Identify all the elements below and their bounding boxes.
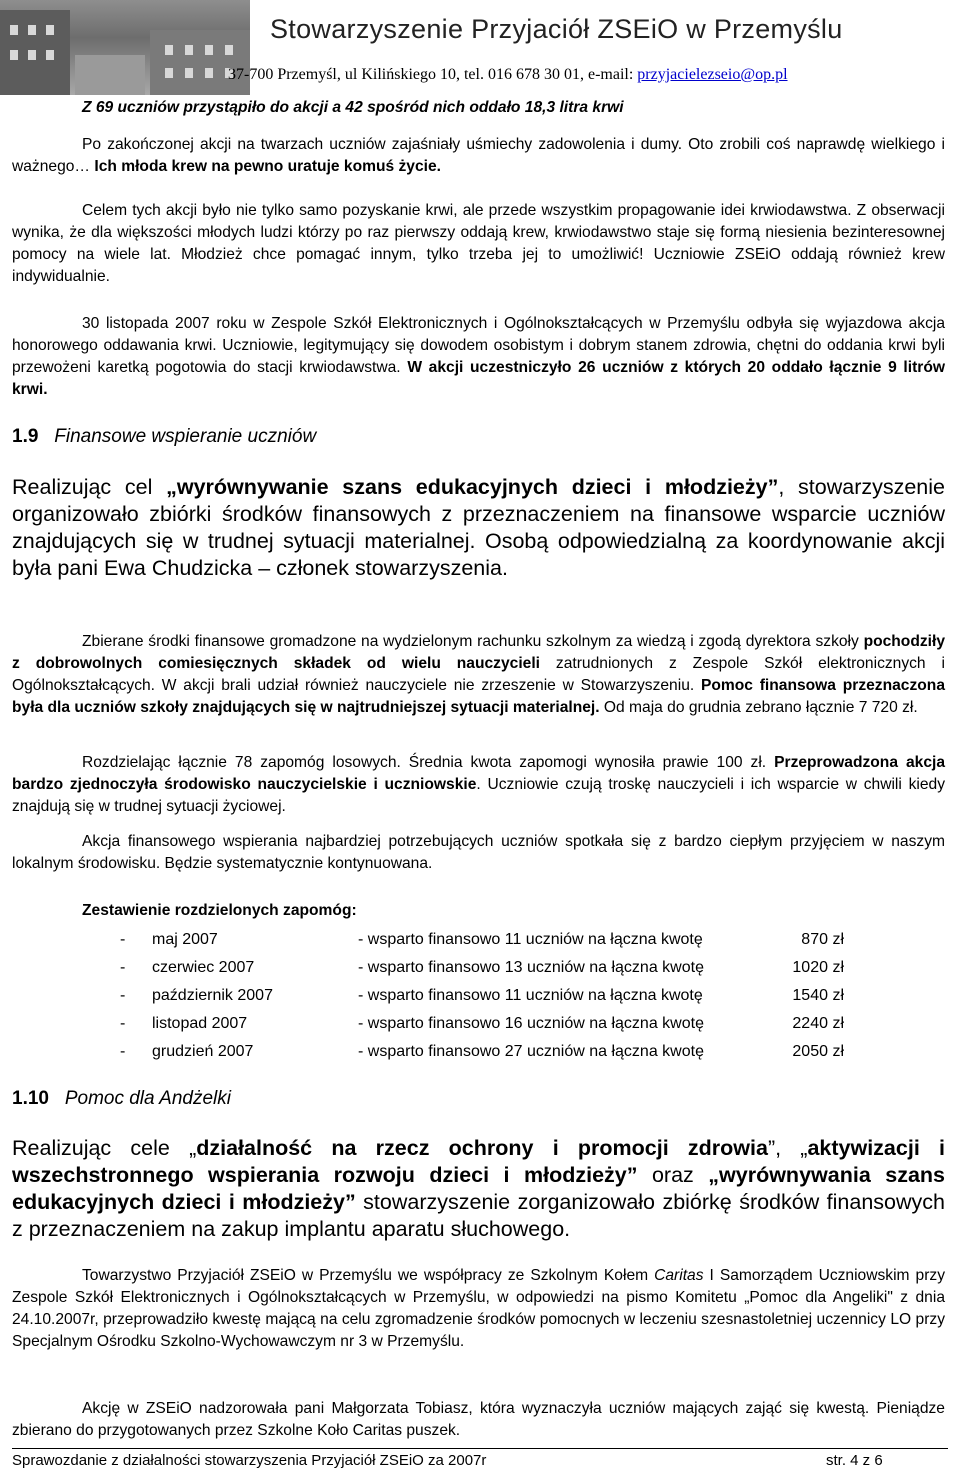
text-run: Towarzystwo Przyjaciół ZSEiO w Przemyślu we współpracy ze Szkolnym Kołem	[82, 1267, 655, 1284]
list-description: - wsparto finansowo 16 uczniów na łączna kwotę	[358, 1015, 704, 1032]
list-description: - wsparto finansowo 27 uczniów na łączna kwotę	[358, 1043, 704, 1060]
text-run: zatrudnionych z Zespole Szkół elektronicznych i Ogólnokształcących. W akcji brali udział również nauczyciele nie zrzeszenie w Stowarzyszeniu.	[12, 655, 945, 694]
list-amount: 2050 zł	[792, 1043, 844, 1060]
list-month: październik 2007	[152, 987, 273, 1004]
text-highlight: „wyrównywanie szans edukacyjnych dzieci i młodzieży”	[166, 475, 779, 499]
footer-text: Sprawozdanie z działalności stowarzyszenia Przyjaciół ZSEiO za 2007r	[12, 1452, 487, 1469]
header-photo	[0, 0, 250, 95]
list-title: Zestawienie rozdzielonych zapomóg:	[82, 902, 357, 919]
paragraph-highlight: Ich młoda krew na pewno uratuje komuś życie.	[94, 158, 441, 175]
list-description: - wsparto finansowo 11 uczniów na łączna kwotę	[358, 931, 703, 948]
text-run: Zbierane środki finansowe gromadzone na wydzielonym rachunku szkolnym za wiedzą i zgodą dyrektora szkoły	[82, 633, 864, 650]
paragraph-distribution	[12, 752, 945, 818]
text-highlight: działalność na rzecz ochrony i promocji zdrowia	[196, 1136, 768, 1160]
list-month: listopad 2007	[152, 1015, 248, 1032]
section-title: Pomoc dla Andżelki	[64, 1088, 231, 1109]
list-amount: 870 zł	[801, 931, 844, 948]
list-amount: 1540 zł	[792, 987, 844, 1004]
text-run: stowarzyszenie zorganizowało zbiórkę środków finansowych z przeznaczeniem na zakup implantu aparatu słuchowego.	[12, 1190, 945, 1241]
section-title: Finansowe wspieranie uczniów	[54, 426, 317, 447]
list-month: grudzień 2007	[152, 1043, 254, 1060]
text-run: I Samorządem Uczniowskim przy Zespole Szkół Elektronicznych i Ogólnokształcących w Przemyślu, w odpowiedzi na pismo Komitetu „Pomoc dla Angeliki" z dnia 24.10.2007r, przeprowadziło kwestę mającą na celu zgromadzenie środków pomocnych w leczeniu szesnastoletniej uczennicy LO przy Specjalnym Ośrodku Szkolno-Wychowawczym nr 3 w Przemyślu.	[12, 1267, 945, 1350]
footer-divider	[12, 1448, 948, 1449]
section-heading-andzelka	[12, 1088, 231, 1110]
text-run: oraz	[637, 1163, 709, 1187]
text-run: Rozdzielając łącznie 78 zapomóg losowych. Średnia kwota zapomogi wynosiła prawie 100 zł.	[82, 754, 775, 771]
page-number: str. 4 z 6	[826, 1452, 883, 1469]
text-highlight: aktywizacji i wszechstronnego wspierania rozwoju dzieci i młodzieży”	[12, 1136, 945, 1187]
paragraph-text: 30 listopada 2007 roku w Zespole Szkół Elektronicznych i Ogólnokształcących w Przemyślu odbyła się wyjazdowa akcja honorowego oddawania krwi. Uczniowie, legitymujący się dowodem osobistym i dobrym stanem zdrowia, chętni do oddania krwi byli przewożeni karetką pogotowia do stacji krwiodawstwa.	[12, 315, 945, 376]
text-highlight: Pomoc finansowa przeznaczona była dla uczniów szkoły znajdujących się w najtrudniejszej sytuacji materialnej.	[12, 677, 945, 716]
address-text: 37-700 Przemyśl, ul Kilińskiego 10, tel. 016 678 30 01, e-mail:	[228, 66, 638, 83]
paragraph-highlight: W akcji uczestniczyło 26 uczniów z których 20 oddało łącznie 9 litrów krwi.	[12, 359, 945, 398]
paragraph-goal: Celem tych akcji było nie tylko samo pozyskanie krwi, ale przede wszystkim propagowanie idei krwiodawstwa. Z obserwacji wynika, że dla większości młodych ludzi którzy po raz pierwszy oddają krew, krwiodawstwo staje się formą niesienia bezinteresownej pomocy na wiele lat. Młodzież chce pomagać innym, tylko trzeba jej to umożliwić! Uczniowie ZSEiO oddają również krew indywidualnie.	[12, 202, 945, 285]
paragraph-text: Po zakończonej akcji na twarzach uczniów zajaśniały uśmiechy zadowolenia i dumy. Oto zrobili coś naprawdę wielkiego i ważnego…	[12, 136, 945, 175]
text-run: . Uczniowie czują troskę nauczycieli i ich wsparcie w chwili kiedy znajdują się w trudnej sytuacji życiowej.	[12, 776, 945, 815]
list-month: maj 2007	[152, 931, 218, 948]
list-dash: -	[120, 1043, 126, 1060]
list-dash: -	[120, 931, 126, 948]
list-dash: -	[120, 1015, 126, 1032]
text-italic: Caritas	[654, 1267, 704, 1284]
organization-address	[228, 66, 788, 84]
paragraph-cooperation	[12, 1265, 945, 1353]
paragraph-andzelka-intro	[12, 1135, 945, 1243]
list-amount: 2240 zł	[792, 1015, 844, 1032]
text-highlight: „wyrównywania szans edukacyjnych dzieci i młodzieży”	[12, 1163, 945, 1214]
list-month: czerwiec 2007	[152, 959, 255, 976]
section-number: 1.10	[12, 1088, 49, 1109]
list-dash: -	[120, 987, 126, 1004]
list-dash: -	[120, 959, 126, 976]
list-amount: 1020 zł	[792, 959, 844, 976]
text-run: , stowarzyszenie organizowało zbiórki środków finansowych z przeznaczeniem na finansowe wsparcie uczniów znajdujących się w trudnej sytuacji materialnej. Osobą odpowiedzialną za koordynowanie akcji była pani Ewa Chudzicka – członek stowarzyszenia.	[12, 475, 946, 580]
organization-title: Stowarzyszenie Przyjaciół ZSEiO w Przemyślu	[270, 14, 843, 44]
text-run: Od maja do grudnia zebrano łącznie 7 720 zł.	[599, 699, 918, 716]
section-heading-financial	[12, 426, 316, 448]
text-highlight: pochodziły z dobrowolnych comiesięcznych składek od wielu nauczycieli	[12, 633, 945, 672]
paragraph-financial-intro	[12, 474, 945, 582]
intro-caption: Z 69 uczniów przystąpiło do akcji a 42 spośród nich oddało 18,3 litra krwi	[82, 99, 624, 116]
email-link[interactable]: przyjacielezseio@op.pl	[637, 66, 788, 83]
text-highlight: Przeprowadzona akcja bardzo zjednoczyła środowisko nauczycielskie i uczniowskie	[12, 754, 945, 793]
list-description: - wsparto finansowo 13 uczniów na łączna kwotę	[358, 959, 704, 976]
paragraph-reception: Akcja finansowego wspierania najbardziej potrzebujących uczniów spotkała się z bardzo ciepłym przyjęciem w naszym lokalnym środowisku. Będzie systematycznie kontynuowana.	[12, 833, 945, 872]
paragraph-funds	[12, 631, 945, 719]
section-number: 1.9	[12, 426, 39, 447]
paragraph-result	[12, 134, 945, 178]
text-run: Realizując cele „	[12, 1136, 197, 1160]
text-run: ”, „	[767, 1136, 808, 1160]
paragraph-november-action	[12, 313, 945, 401]
text-run: Realizując cel	[12, 475, 167, 499]
paragraph-supervision: Akcję w ZSEiO nadzorowała pani Małgorzata Tobiasz, która wyznaczyła uczniów mających zająć się kwestą. Pieniądze zbierano do przygotowanych przez Szkolne Koło Caritas puszek.	[12, 1400, 945, 1439]
list-description: - wsparto finansowo 11 uczniów na łączna kwotę	[358, 987, 703, 1004]
